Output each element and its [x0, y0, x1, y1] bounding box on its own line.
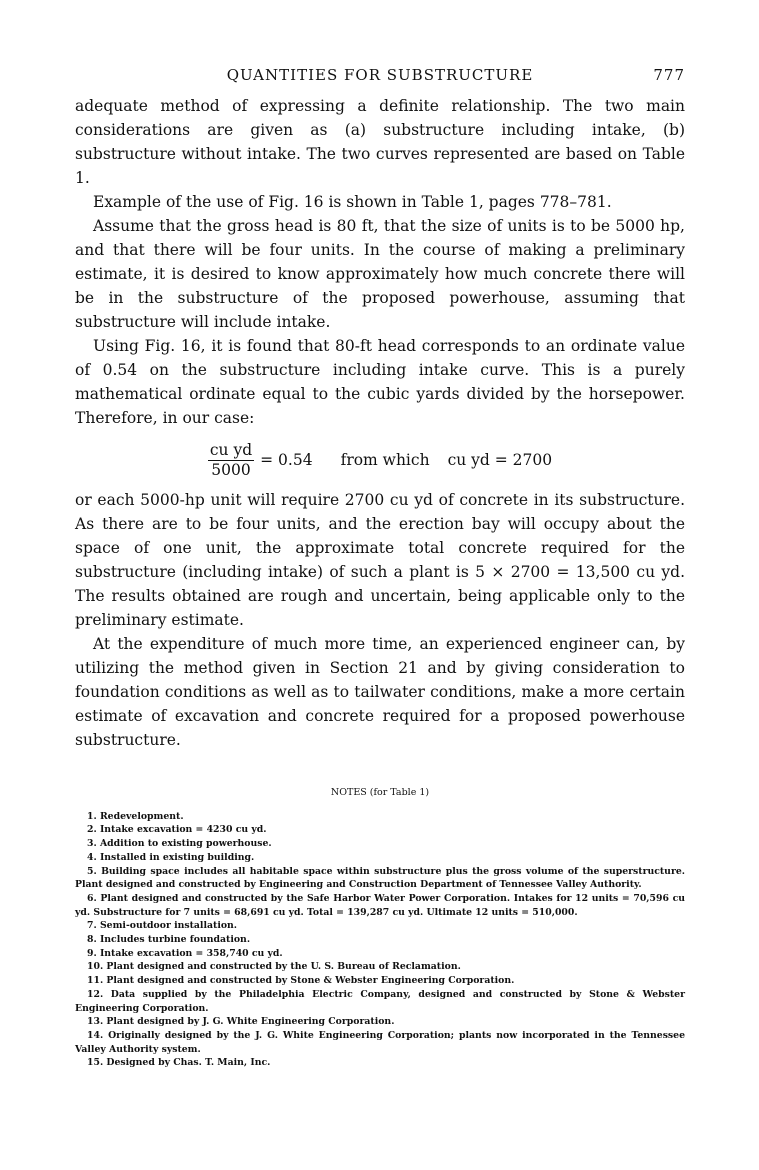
paragraph: adequate method of expressing a definite relationship. The two main considerations are given as (a) substructure including intake, (b) substructure without intake. The two curves represented are based on Table 1. [75, 97, 685, 187]
equation [75, 438, 685, 482]
note-item: 8. Includes turbine foundation. [87, 934, 251, 946]
page-number: 777 [653, 66, 685, 84]
note-item: 6. Plant designed and constructed by the Safe Harbor Water Power Corporation. Intakes for 12 units = 70,596 cu yd. Substructure for 7 units = 68,691 cu yd. Total = 139,287 cu yd. Ultimate 12 units = 510,000. [75, 892, 685, 918]
note-item: 13. Plant designed by J. G. White Engineering Corporation. [87, 1016, 395, 1028]
paragraph: Example of the use of Fig. 16 is shown in Table 1, pages 778–781. [93, 193, 612, 211]
note-item: 4. Installed in existing building. [87, 851, 255, 863]
note-item: 7. Semi-outdoor installation. [87, 920, 238, 932]
running-title: QUANTITIES FOR SUBSTRUCTURE [226, 66, 534, 84]
equation-result: cu yd = 2700 [447, 451, 553, 469]
paragraph: Assume that the gross head is 80 ft, that the size of units is to be 5000 hp, and that there will be four units. In the course of making a preliminary estimate, it is desired to know approximately how much concrete there will be in the substructure of the proposed powerhouse, assuming that substructure will include intake. [75, 217, 685, 331]
note-item: 3. Addition to existing powerhouse. [87, 838, 272, 850]
note-item: 14. Originally designed by the J. G. White Engineering Corporation; plants now incorporated in the Tennessee Valley Authority system. [75, 1029, 685, 1055]
paragraph: Using Fig. 16, it is found that 80-ft head corresponds to an ordinate value of 0.54 on the substructure including intake curve. This is a purely mathematical ordinate equal to the cubic yards divided by the horsepower. Therefore, in our case: [75, 337, 685, 427]
note-item: 1. Redevelopment. [87, 810, 184, 822]
note-item: 2. Intake excavation = 4230 cu yd. [87, 824, 267, 836]
equation-connector: from which [340, 451, 430, 469]
running-header [75, 66, 685, 90]
note-item: 15. Designed by Chas. T. Main, Inc. [87, 1057, 271, 1069]
body-text [75, 94, 685, 752]
note-item: 10. Plant designed and constructed by the U. S. Bureau of Reclamation. [87, 961, 461, 973]
equation-numerator: cu yd [209, 440, 253, 459]
document-page [75, 66, 685, 1069]
equation-fraction [208, 441, 254, 480]
table-notes [75, 786, 685, 1070]
note-item: 9. Intake excavation = 358,740 cu yd. [87, 947, 283, 959]
note-item: 11. Plant designed and constructed by Stone & Webster Engineering Corporation. [87, 975, 515, 987]
note-item: 12. Data supplied by the Philadelphia Electric Company, designed and constructed by Stone & Webster Engineering Corporation. [75, 988, 685, 1014]
notes-title: NOTES (for Table 1) [330, 787, 430, 798]
equation-denominator: 5000 [211, 460, 251, 479]
paragraph: At the expenditure of much more time, an experienced engineer can, by utilizing the method given in Section 21 and by giving consideration to foundation conditions as well as to tailwater conditions, make a more certain estimate of excavation and concrete required for a proposed powerhouse substructure. [75, 635, 685, 749]
note-item: 5. Building space includes all habitable space within substructure plus the gross volume of the superstructure. Plant designed and constructed by Engineering and Construction Department of Tennessee Valley Authority. [75, 865, 685, 891]
equation-equals-value: = 0.54 [260, 451, 313, 469]
paragraph: or each 5000-hp unit will require 2700 cu yd of concrete in its substructure. As there are to be four units, and the erection bay will occupy about the space of one unit, the approximate total concrete required for the substructure (including intake) of such a plant is 5 × 2700 = 13,500 cu yd. The results obtained are rough and uncertain, being applicable only to the preliminary estimate. [75, 491, 685, 629]
